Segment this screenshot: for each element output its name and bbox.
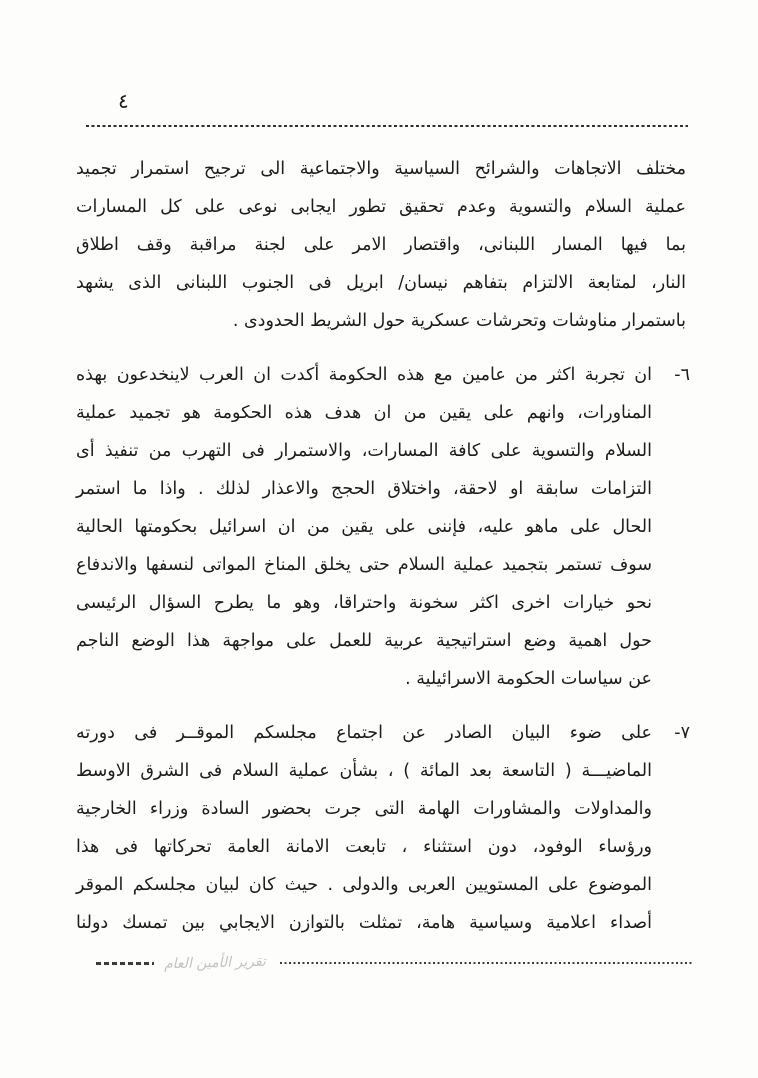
text-line: سوف تستمر بتجميد عملية السلام حتى يخلق المناخ المواتى لنسفها والاندفاع <box>76 555 652 575</box>
text-line: النار، لمتابعة الالتزام بتفاهم نيسان/ ابريل فى الجنوب اللبنانى الذى يشهد <box>76 273 686 293</box>
intro-paragraph <box>76 150 686 340</box>
item-number: ٧- <box>674 723 690 743</box>
text-line: عملية السلام والتسوية وعدم تحقيق تطور ايجابى نوعى على كل المسارات <box>76 197 686 217</box>
text-line: المناورات، وانهم على يقين من ان هدف هذه الحكومة هو تجميد عملية <box>76 403 652 423</box>
footer-dash-segment <box>96 962 154 965</box>
text-line: التزامات سابقة او لاحقة، واختلاق الحجج والاعذار لذلك . واذا ما استمر <box>76 479 652 499</box>
text-line: باستمرار مناوشات وتحرشات عسكرية حول الشريط الحدودى . <box>232 311 686 331</box>
footer-dotted-rule <box>280 962 694 964</box>
text-line: الحال على ماهو عليه، فإننى على يقين من ان اسرائيل بحكومتها الحالية <box>76 517 652 537</box>
item-number: ٦- <box>674 365 690 385</box>
item-text <box>76 714 652 942</box>
numbered-item-7 <box>76 714 690 942</box>
text-line: نحو خيارات اخرى اكثر سخونة واحتراقا، وهو ما يطرح السؤال الرئيسى <box>76 593 652 613</box>
text-line: بما فيها المسار اللبنانى، واقتصار الامر على لجنة مراقبة وقف اطلاق <box>76 235 686 255</box>
text-line: حول اهمية وضع استراتيجية عربية للعمل على مواجهة هذا الوضع الناجم <box>76 631 652 651</box>
numbered-item-6 <box>76 356 690 698</box>
footer <box>96 952 694 974</box>
header-dotted-rule <box>86 125 688 127</box>
text-line: والمداولات والمشاورات الهامة التى جرت بحضور السادة وزراء الخارجية <box>76 799 652 819</box>
text-line: ورؤساء الوفود، دون استثناء ، تابعت الامانة العامة تحركاتها فى هذا <box>76 837 652 857</box>
text-line: مختلف الاتجاهات والشرائح السياسية والاجتماعية الى ترجيح استمرار تجميد <box>76 159 686 179</box>
text-line: عن سياسات الحكومة الاسرائيلية . <box>405 669 652 689</box>
page-number: ٤ <box>118 89 129 113</box>
text-line: الموضوع على المستويين العربى والدولى . حيث كان لبيان مجلسكم الموقر <box>76 875 652 895</box>
text-line: ان تجربة اكثر من عامين مع هذه الحكومة أكدت ان العرب لاينخدعون بهذه <box>76 365 652 385</box>
item-text <box>76 356 652 698</box>
footer-faint-stamp: تقرير الأمين العام <box>163 953 267 973</box>
page-body <box>76 150 690 942</box>
text-line: على ضوء البيان الصادر عن اجتماع مجلسكم الموقــر فى دورته <box>76 723 652 743</box>
text-line: أصداء اعلامية وسياسية هامة، تمثلت بالتوازن الايجابي بين تمسك دولنا <box>76 913 652 933</box>
text-line: الماضيـــة ( التاسعة بعد المائة ) ، بشأن عملية السلام فى الشرق الاوسط <box>76 761 652 781</box>
text-line: السلام والتسوية على كافة المسارات، والاستمرار فى التهرب من تنفيذ أى <box>76 441 652 461</box>
